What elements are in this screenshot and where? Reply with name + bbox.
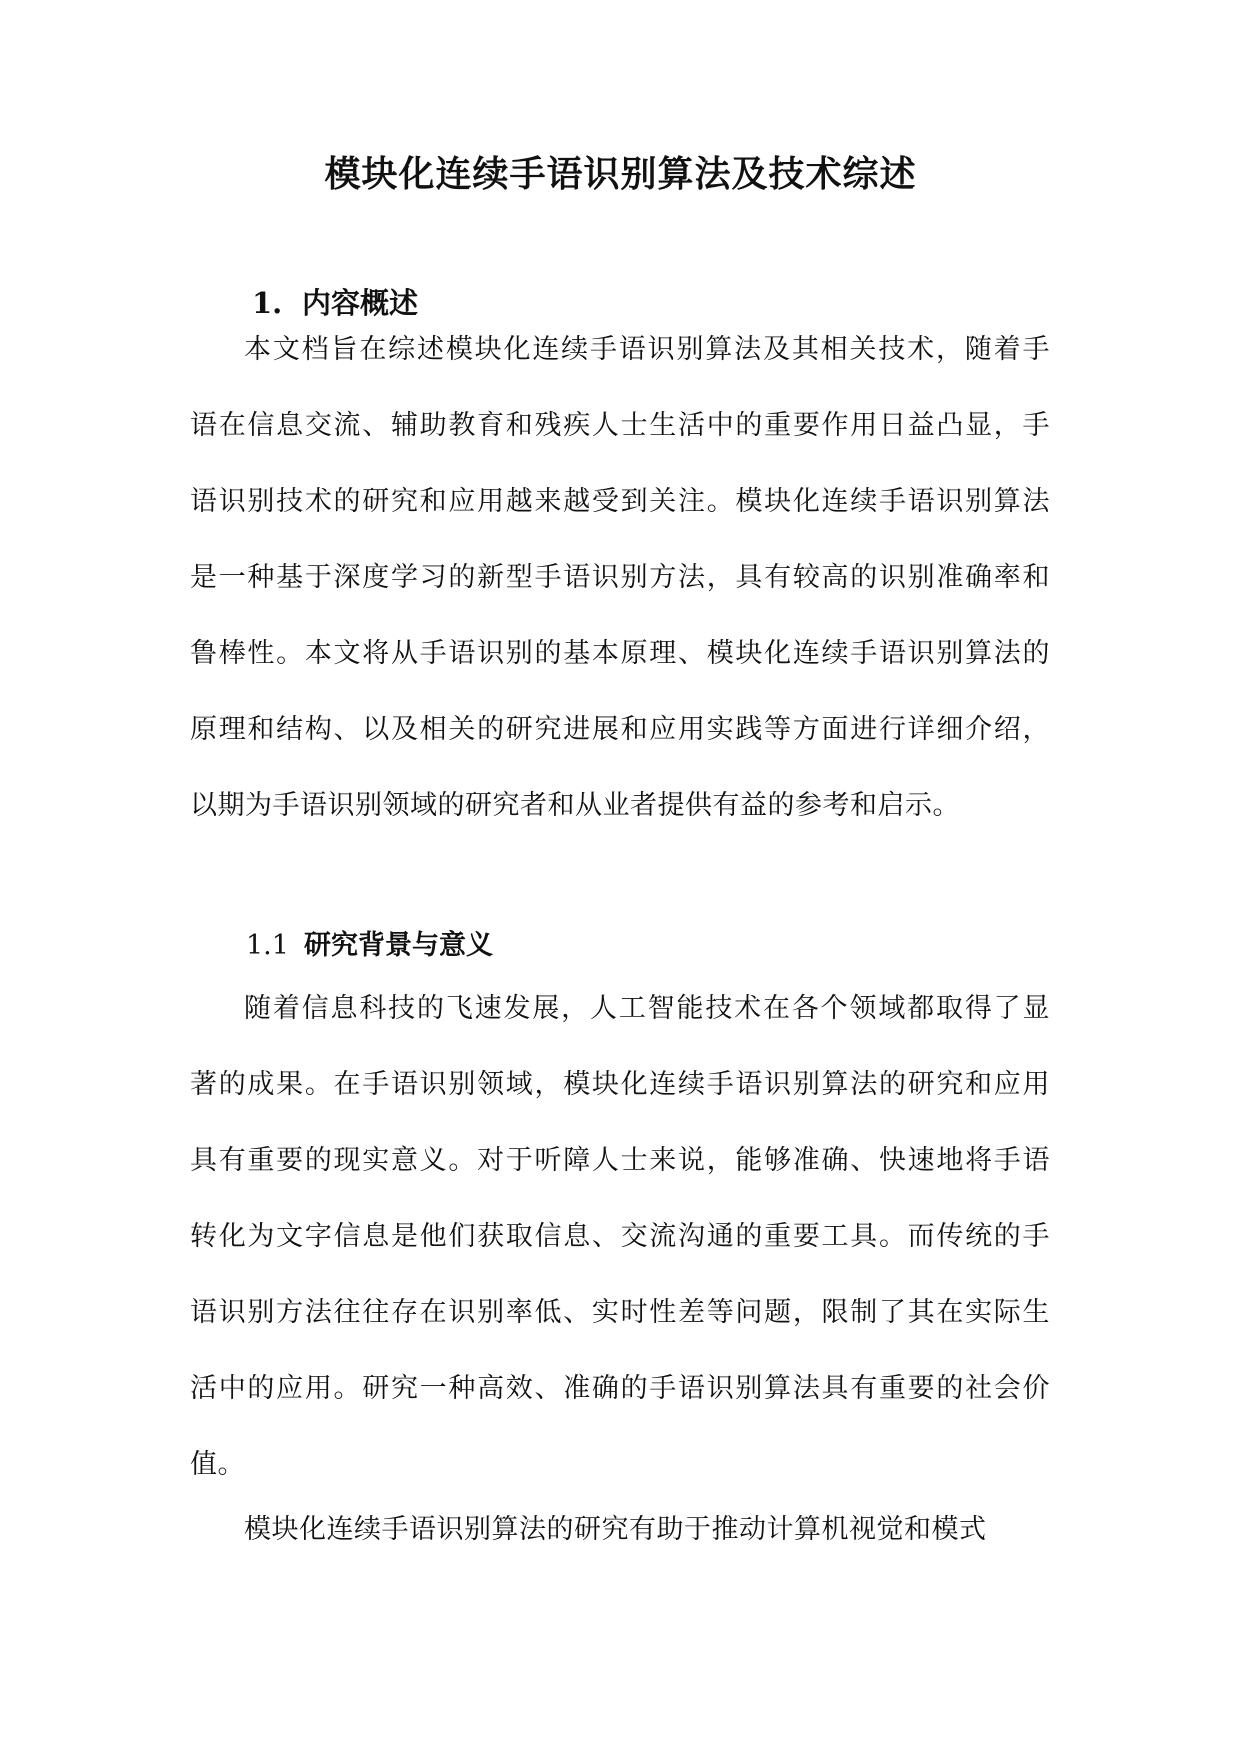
paragraph-line: 值。 (190, 1449, 245, 1480)
section-heading-text: 内容概述 (302, 286, 419, 320)
paragraph-line: 著的成果。在手语识别领域，模块化连续手语识别算法的研究和应用 (190, 1069, 1050, 1100)
paragraph-line: 原理和结构、以及相关的研究进展和应用实践等方面进行详细介绍， (190, 714, 1050, 745)
paragraph-significance (190, 1510, 1050, 1586)
paragraph-line: 鲁棒性。本文将从手语识别的基本原理、模块化连续手语识别算法的 (190, 638, 1050, 669)
paragraph-line: 语在信息交流、辅助教育和残疾人士生活中的重要作用日益凸显，手 (190, 410, 1050, 441)
paragraph-line: 随着信息科技的飞速发展，人工智能技术在各个领域都取得了显 (244, 993, 1050, 1024)
paragraph-line: 语识别方法往往存在识别率低、实时性差等问题，限制了其在实际生 (190, 1297, 1050, 1328)
paragraph-line: 语识别技术的研究和应用越来越受到关注。模块化连续手语识别算法 (190, 486, 1050, 517)
section-number: 1. (252, 286, 283, 320)
paragraph-line: 以期为手语识别领域的研究者和从业者提供有益的参考和启示。 (190, 790, 960, 821)
paragraph-line: 转化为文字信息是他们获取信息、交流沟通的重要工具。而传统的手 (190, 1221, 1050, 1252)
paragraph-overview (190, 330, 1050, 862)
paragraph-line: 具有重要的现实意义。对于听障人士来说，能够准确、快速地将手语 (190, 1145, 1050, 1176)
section-heading-1 (252, 283, 418, 323)
paragraph-background (190, 989, 1050, 1521)
subsection-heading-1-1 (246, 926, 493, 966)
paragraph-line: 本文档旨在综述模块化连续手语识别算法及其相关技术，随着手 (244, 334, 1050, 365)
paragraph-line: 活中的应用。研究一种高效、准确的手语识别算法具有重要的社会价 (190, 1373, 1050, 1404)
subsection-number: 1.1 (246, 930, 289, 961)
document-title: 模块化连续手语识别算法及技术综述 (324, 154, 917, 195)
paragraph-line: 模块化连续手语识别算法的研究有助于推动计算机视觉和模式 (244, 1514, 987, 1545)
subsection-heading-text: 研究背景与意义 (304, 930, 493, 961)
paragraph-line: 是一种基于深度学习的新型手语识别方法，具有较高的识别准确率和 (190, 562, 1050, 593)
